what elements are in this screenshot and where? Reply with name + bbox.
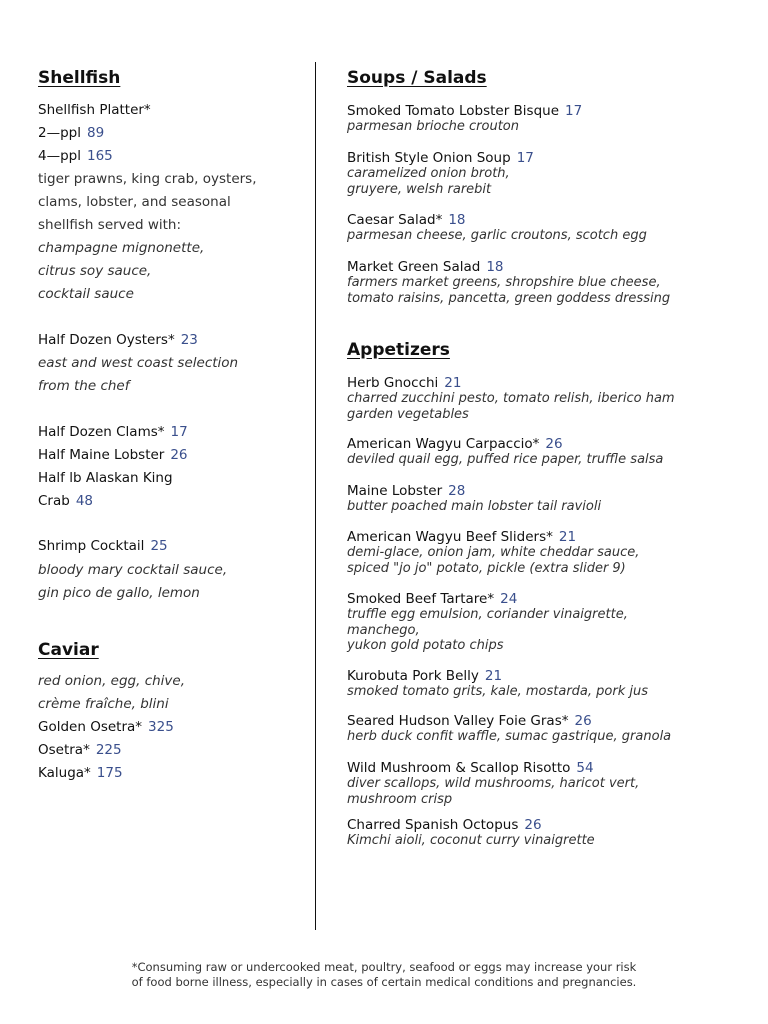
platter-desc-line: shellfish served with: bbox=[38, 217, 182, 233]
item-name: Kurobuta Pork Belly bbox=[347, 668, 479, 684]
item-desc-line: butter poached main lobster tail ravioli bbox=[347, 499, 602, 514]
king-crab-name-line: Half lb Alaskan King bbox=[38, 470, 173, 486]
caviar-item bbox=[38, 742, 122, 758]
soups-salads-heading: Soups / Salads bbox=[347, 68, 487, 88]
platter-desc-line: clams, lobster, and seasonal bbox=[38, 194, 231, 210]
clams-item bbox=[38, 424, 188, 440]
item-name: Osetra* bbox=[38, 742, 90, 758]
item-desc-line: demi-glace, onion jam, white cheddar sauce, bbox=[347, 545, 640, 560]
menu-item bbox=[347, 103, 582, 135]
platter-option-price: 165 bbox=[86, 148, 113, 164]
platter-option-price: 89 bbox=[86, 125, 105, 141]
item-name: Shrimp Cocktail bbox=[38, 538, 145, 554]
item-desc-line: caramelized onion broth, bbox=[347, 166, 510, 181]
menu-item bbox=[347, 150, 534, 197]
shrimp-desc-line: gin pico de gallo, lemon bbox=[38, 585, 200, 601]
item-price: 28 bbox=[448, 483, 466, 499]
item-price: 175 bbox=[96, 765, 123, 781]
item-name: Crab bbox=[38, 493, 70, 509]
item-name: Wild Mushroom & Scallop Risotto bbox=[347, 760, 571, 776]
item-desc-line: tomato raisins, pancetta, green goddess dressing bbox=[347, 290, 671, 306]
item-price: 18 bbox=[486, 259, 504, 275]
item-desc-line: diver scallops, wild mushrooms, haricot vert, bbox=[347, 776, 640, 791]
item-desc-line: deviled quail egg, puffed rice paper, truffle salsa bbox=[347, 452, 664, 467]
item-desc-line: garden vegetables bbox=[347, 406, 469, 422]
platter-option-label: 2—ppl bbox=[38, 125, 81, 141]
menu-item bbox=[347, 483, 601, 515]
menu-item bbox=[347, 591, 628, 654]
platter-sauce-line: champagne mignonette, bbox=[38, 240, 205, 256]
caviar-item bbox=[38, 765, 123, 781]
menu-item bbox=[347, 760, 639, 807]
item-name: Smoked Tomato Lobster Bisque bbox=[347, 103, 560, 119]
platter-desc-line: tiger prawns, king crab, oysters, bbox=[38, 171, 257, 187]
item-name: Half Dozen Clams* bbox=[38, 424, 165, 440]
menu-item bbox=[347, 375, 675, 422]
column-divider bbox=[315, 62, 316, 930]
item-price: 23 bbox=[180, 332, 198, 348]
item-price: 26 bbox=[545, 436, 563, 452]
item-name: Market Green Salad bbox=[347, 259, 481, 275]
menu-item bbox=[347, 529, 639, 576]
platter-option-label: 4—ppl bbox=[38, 148, 81, 164]
platter-option bbox=[38, 125, 104, 141]
item-desc-line: herb duck confit waffle, sumac gastrique, granola bbox=[347, 729, 672, 744]
item-desc-line: Kimchi aioli, coconut curry vinaigrette bbox=[347, 833, 595, 848]
item-price: 25 bbox=[150, 538, 168, 554]
platter-sauce-line: citrus soy sauce, bbox=[38, 263, 152, 279]
item-price: 18 bbox=[448, 212, 466, 228]
item-desc-line: parmesan brioche crouton bbox=[347, 119, 519, 134]
item-name: American Wagyu Beef Sliders* bbox=[347, 529, 553, 545]
item-price: 48 bbox=[75, 493, 94, 509]
item-price: 26 bbox=[170, 447, 188, 463]
shrimp-item bbox=[38, 538, 168, 554]
caviar-desc-line: red onion, egg, chive, bbox=[38, 673, 186, 689]
item-price: 21 bbox=[444, 375, 462, 391]
item-name: Smoked Beef Tartare* bbox=[347, 591, 495, 607]
platter-sauce-line: cocktail sauce bbox=[38, 286, 134, 302]
item-price: 21 bbox=[558, 529, 577, 545]
king-crab-item bbox=[38, 493, 93, 509]
item-price: 24 bbox=[500, 591, 518, 607]
item-name: British Style Onion Soup bbox=[347, 150, 511, 166]
item-desc-line: farmers market greens, shropshire blue cheese, bbox=[347, 275, 661, 290]
oysters-item bbox=[38, 332, 198, 348]
caviar-heading: Caviar bbox=[38, 640, 99, 660]
item-desc-line: gruyere, welsh rarebit bbox=[347, 181, 492, 197]
lobster-item bbox=[38, 447, 188, 463]
item-price: 17 bbox=[516, 150, 534, 166]
menu-item bbox=[347, 817, 595, 849]
shrimp-desc-line: bloody mary cocktail sauce, bbox=[38, 562, 228, 578]
caviar-desc-line: crème fraîche, blini bbox=[38, 696, 169, 712]
item-price: 26 bbox=[574, 713, 592, 729]
item-name: Half Dozen Oysters* bbox=[38, 332, 175, 348]
item-price: 17 bbox=[565, 103, 583, 119]
item-price: 54 bbox=[576, 760, 594, 776]
item-name: Caesar Salad* bbox=[347, 212, 443, 228]
item-name: Kaluga* bbox=[38, 765, 91, 781]
item-desc-line: smoked tomato grits, kale, mostarda, pork jus bbox=[347, 684, 648, 699]
item-name: Maine Lobster bbox=[347, 483, 443, 499]
menu-item bbox=[347, 668, 648, 700]
item-desc-line: parmesan cheese, garlic croutons, scotch egg bbox=[347, 228, 647, 243]
oysters-desc-line: from the chef bbox=[38, 378, 130, 394]
item-name: Charred Spanish Octopus bbox=[347, 817, 519, 833]
item-name: Seared Hudson Valley Foie Gras* bbox=[347, 713, 569, 729]
item-name: Half Maine Lobster bbox=[38, 447, 165, 463]
item-price: 225 bbox=[95, 742, 122, 758]
food-safety-disclaimer bbox=[40, 960, 728, 990]
item-price: 325 bbox=[148, 719, 174, 735]
platter-option bbox=[38, 148, 113, 164]
appetizers-heading: Appetizers bbox=[347, 340, 450, 360]
caviar-item bbox=[38, 719, 174, 735]
item-price: 17 bbox=[170, 424, 188, 440]
item-price: 21 bbox=[484, 668, 503, 684]
menu-item bbox=[347, 212, 647, 244]
disclaimer-line: of food borne illness, especially in cases of certain medical conditions and pregnancies. bbox=[131, 975, 637, 989]
item-desc-line: truffle egg emulsion, coriander vinaigrette, bbox=[347, 607, 628, 622]
menu-item bbox=[347, 436, 663, 468]
item-price: 26 bbox=[524, 817, 542, 833]
item-desc-line: manchego, bbox=[347, 622, 420, 638]
menu-item bbox=[347, 259, 670, 306]
item-desc-line: charred zucchini pesto, tomato relish, iberico ham bbox=[347, 391, 675, 406]
item-name: Herb Gnocchi bbox=[347, 375, 439, 391]
item-desc-line: yukon gold potato chips bbox=[347, 638, 504, 653]
oysters-desc-line: east and west coast selection bbox=[38, 355, 239, 371]
shellfish-heading: Shellfish bbox=[38, 68, 121, 88]
disclaimer-line: *Consuming raw or undercooked meat, poultry, seafood or eggs may increase your risk bbox=[131, 960, 637, 974]
shellfish-platter-name: Shellfish Platter* bbox=[38, 102, 151, 118]
item-desc-line: mushroom crisp bbox=[347, 791, 453, 807]
item-name: Golden Osetra* bbox=[38, 719, 143, 735]
item-desc-line: spiced "jo jo" potato, pickle (extra slider 9) bbox=[347, 560, 626, 576]
item-name: American Wagyu Carpaccio* bbox=[347, 436, 540, 452]
menu-item bbox=[347, 713, 671, 745]
